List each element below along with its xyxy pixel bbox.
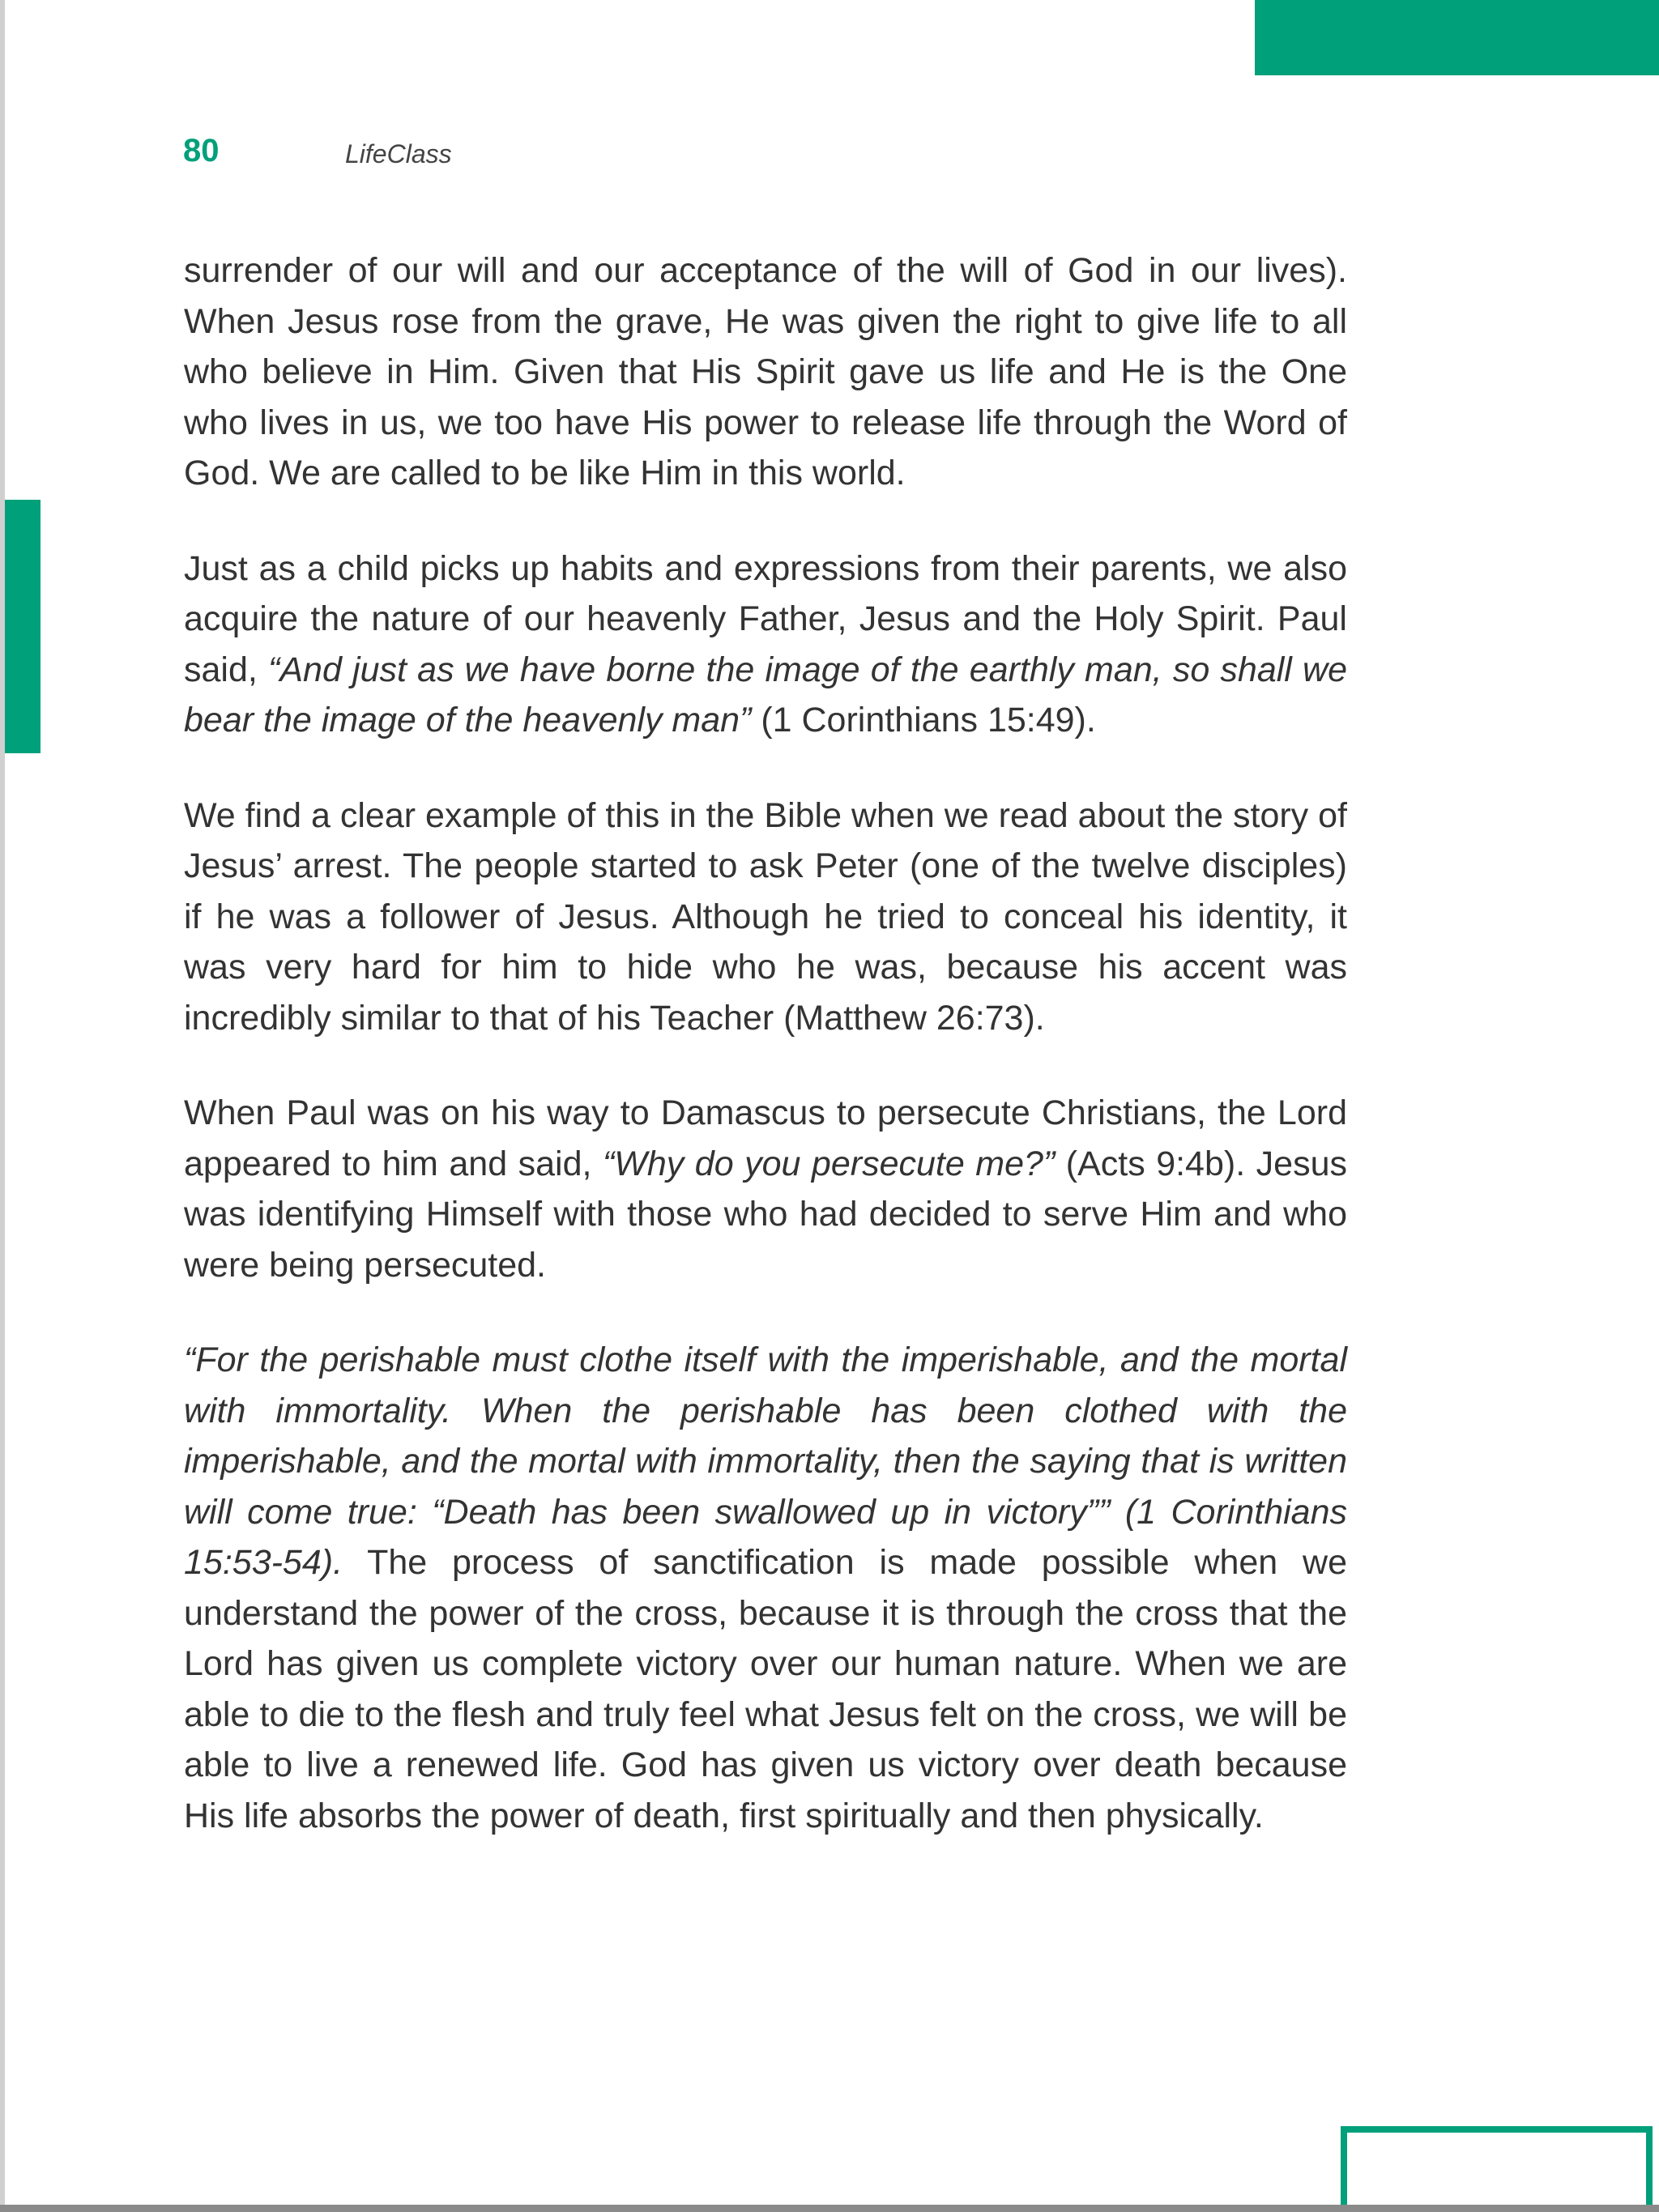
scripture-reference: (1 Corinthians 15:49). <box>751 701 1096 739</box>
text-segment: When Paul was on his way to Damascus to persecute Christians, the Lord appeared to him and said, <box>184 1093 1347 1183</box>
text-segment: surrender of our will and our acceptance of the will of God in our lives). When Jesus rose from the grave, He was given the right to give life to all who believe in Him. Given that His Spirit gave us life and He is the One who lives in us, we too have His power to release life through the Word of God. We are called to be like Him in this world. <box>184 251 1347 492</box>
page-corner-box <box>1341 2126 1653 2212</box>
page-left-edge <box>0 0 5 2212</box>
text-segment: (Acts 9:4b). Jesus was identifying Himself with those who had decided to serve Him and who were being persecuted. <box>184 1144 1347 1285</box>
paragraph <box>184 1335 1347 1841</box>
text-segment: Just as a child picks up habits and expressions from their parents, we also acquire the nature of our heavenly Father, Jesus and the Holy Spirit. Paul said, <box>184 548 1347 689</box>
text-segment: We find a clear example of this in the Bible when we read about the story of Jesus’ arrest. The people started to ask Peter (one of the twelve disciples) if he was a follower of Jesus. Although he tried to conceal his identity, it was very hard for him to hide who he was, because his accent was incredibly similar to that of his Teacher (Matthew 26:73). <box>184 795 1347 1038</box>
page-number: 80 <box>183 133 220 168</box>
paragraph <box>184 543 1347 746</box>
scripture-quote: “And just as we have borne the image of the earthly man, so shall we bear the image of the heavenly man” <box>184 650 1348 739</box>
page-bottom-edge <box>0 2205 1659 2212</box>
paragraph <box>184 1088 1347 1290</box>
section-side-marker <box>5 500 41 753</box>
scripture-quote: “Why do you persecute me?” <box>602 1144 1056 1183</box>
paragraph <box>184 791 1347 1044</box>
scripture-quote: “For the perishable must clothe itself with the imperishable, and the mortal with immortality. When the perishable has been clothed with the imperishable, and the mortal with immortality, then the saying that is written will come true: “Death has been swallowed up in victory”” (1 Corinthians 15:53-54). <box>184 1340 1347 1582</box>
text-segment: The process of sanctification is made possible when we understand the power of the cross, because it is through the cross that the Lord has given us complete victory over our human nature. When we are able to die to the flesh and truly feel what Jesus felt on the cross, we will be able to live a renewed life. God has given us victory over death because His life absorbs the power of death, first spiritually and then physically. <box>184 1543 1347 1835</box>
running-title: LifeClass <box>345 139 452 168</box>
paragraph <box>184 245 1347 499</box>
chapter-tab-marker <box>1255 0 1659 75</box>
body-text <box>184 245 1347 1886</box>
